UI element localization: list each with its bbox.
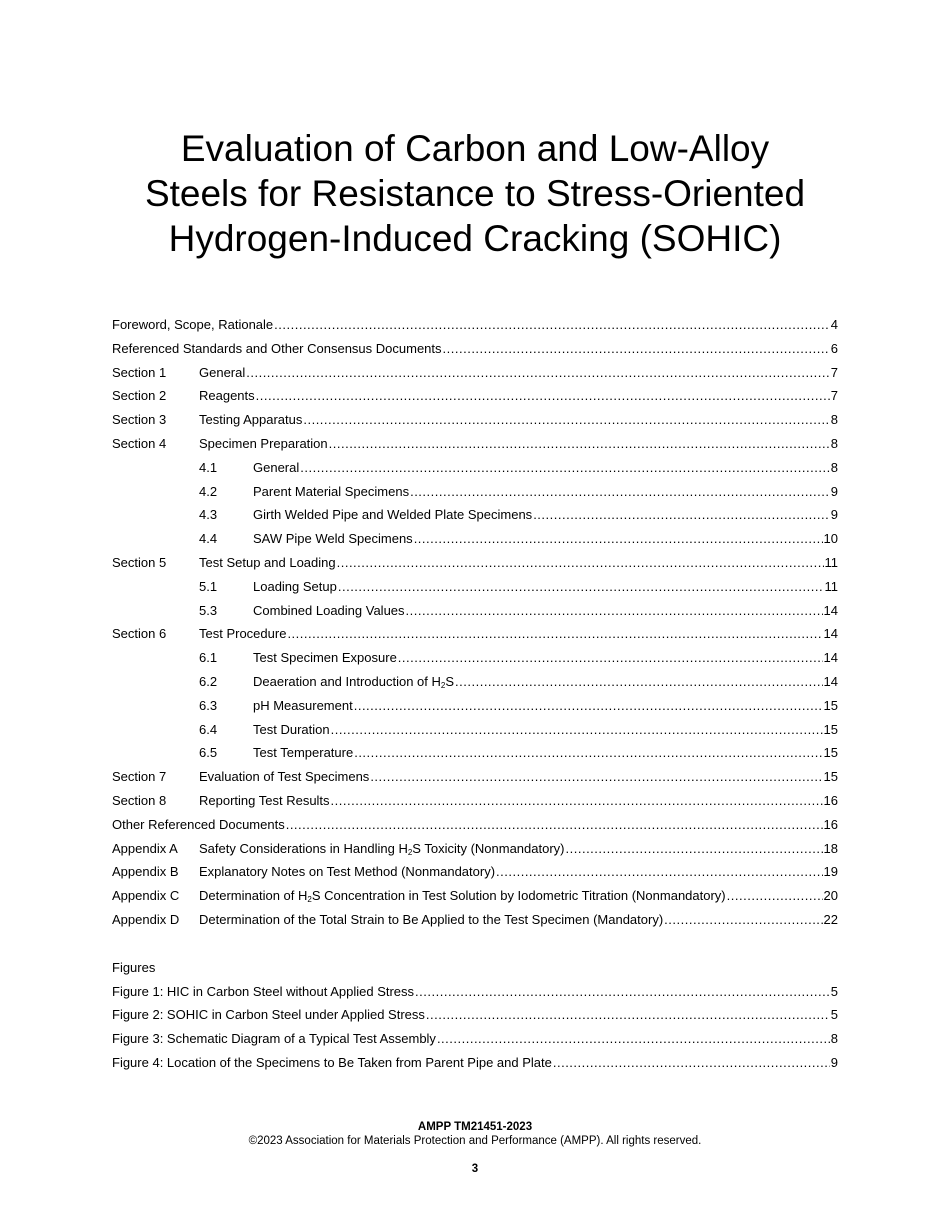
toc-section-label: Section 8 [112,792,167,808]
toc-subsection-number: 5.3 [199,602,218,618]
subscript: 2 [307,895,312,905]
toc-page-number: 5 [830,983,838,999]
toc-entry-title [253,670,454,694]
toc-section-label: Section 4 [112,435,167,451]
toc-section-label: Appendix A [112,840,178,856]
toc-subsection-number: 6.3 [199,697,218,713]
toc-entry-title: Test Setup and Loading [199,554,336,570]
toc-subsection-number: 4.2 [199,483,218,499]
toc-entry-title: Foreword, Scope, Rationale [112,317,274,332]
title-part: Deaeration and Introduction of H [253,673,441,689]
toc-entry-title: Test Temperature [253,745,354,761]
toc-subsection-number: 4.4 [199,531,218,547]
toc-entry-5-1[interactable] [112,575,838,599]
toc-entry-foreword[interactable] [112,313,838,337]
leader-dots [354,741,822,765]
toc-page-number: 14 [823,602,838,618]
title-part: S Concentration in Test Solution by Iodometric Titration (Nonmandatory) [311,888,726,904]
subscript: 2 [407,847,413,857]
toc-entry-5-3[interactable] [112,599,838,623]
toc-entry-title: Determination of the Total Strain to Be Applied to the Test Specimen (Mandatory) [199,911,664,927]
footer-page-number: 3 [471,1163,479,1175]
title-line: Evaluation of Carbon and Low-Alloy [180,128,770,169]
toc-page-number: 6 [830,340,838,356]
toc-page-number: 5 [830,1007,838,1023]
leader-dots [415,980,830,1004]
leader-dots [727,884,823,908]
toc-entry-title: Test Specimen Exposure [253,650,397,666]
leader-dots [533,503,830,527]
toc-page-number: 11 [824,554,838,570]
title-part: S Toxicity (Nonmandatory) [412,840,565,856]
toc-entry-title: Figure 2: SOHIC in Carbon Steel under Applied Stress [112,1007,425,1023]
toc-entry-title: Referenced Standards and Other Consensus Documents [112,340,442,356]
footer-copyright: ©2023 Association for Materials Protection and Performance (AMPP). All rights reserved. [248,1135,702,1147]
footer-document-id: AMPP TM21451-2023 [417,1121,533,1133]
leader-dots [354,694,823,718]
toc-page-number: 8 [830,1031,838,1047]
title-part: Safety Considerations in Handling H [199,840,408,856]
title-part: Determination of H [199,888,308,904]
toc-entry-title: General [199,364,246,380]
toc-entry-appendix-a[interactable] [112,837,838,861]
toc-page-number: 16 [823,792,838,808]
toc-page-number: 9 [830,507,838,523]
toc-page-number: 7 [830,364,838,380]
toc-entry-title: Explanatory Notes on Test Method (Nonmandatory) [199,864,496,880]
toc-entry-title: Figure 1: HIC in Carbon Steel without Applied Stress [112,983,415,999]
toc-page-number: 14 [823,650,838,666]
toc-entry-title: General [253,459,300,475]
toc-section-label: Appendix D [112,911,180,927]
toc-page-number: 20 [823,888,838,904]
toc-entry-section-6[interactable] [112,622,838,646]
toc-entry-title: Figure 3: Schematic Diagram of a Typical Test Assembly [112,1031,436,1047]
leader-dots [256,384,830,408]
leader-dots [406,599,823,623]
toc-page-number: 15 [823,745,838,761]
toc-entry-title [199,837,565,861]
toc-entry-title: Test Duration [253,721,330,737]
toc-section-label: Section 2 [112,388,167,404]
toc-entry-6-4[interactable] [112,718,838,742]
toc-entry-6-3[interactable] [112,694,838,718]
leader-dots [246,361,830,385]
toc-entry-title: Loading Setup [253,578,337,594]
toc-subsection-number: 5.1 [199,578,218,594]
toc-subsection-number: 4.3 [199,507,218,523]
toc-page-number: 18 [823,840,838,856]
leader-dots [274,313,830,337]
toc-page-number: 15 [823,697,838,713]
toc-page-number: 14 [823,673,838,689]
leader-dots [337,551,824,575]
leader-dots [331,718,823,742]
toc-entry-title: Test Procedure [199,626,287,642]
toc-entry-title: SAW Pipe Weld Specimens [253,531,413,547]
figures-heading: Figures [112,959,156,975]
toc-entry-referenced-standards[interactable] [112,337,838,361]
toc-entry-4-2[interactable] [112,480,838,504]
leader-dots [370,765,822,789]
leader-dots [338,575,824,599]
leader-dots [443,337,830,361]
toc-entry-title: Combined Loading Values [253,602,405,618]
title-part: S [445,673,455,689]
toc-entry-figure-1[interactable] [112,980,838,1004]
toc-entry-title: Reagents [199,388,255,404]
toc-subsection-number: 4.1 [199,459,218,475]
toc-entry-title: Parent Material Specimens [253,483,410,499]
toc-entry-section-8[interactable] [112,789,838,813]
toc-entry-title: Specimen Preparation [199,435,328,451]
leader-dots [303,408,829,432]
toc-entry-6-1[interactable] [112,646,838,670]
toc-page-number: 15 [823,769,838,785]
toc-entry-title: Other Referenced Documents [112,816,285,832]
toc-entry-title: Reporting Test Results [199,792,330,808]
leader-dots [664,908,822,932]
toc-entry-section-3[interactable] [112,408,838,432]
toc-page-number: 9 [830,1054,838,1070]
toc-page-number: 10 [823,531,838,547]
toc-page-number: 16 [823,816,838,832]
leader-dots [414,527,823,551]
document-title [0,126,950,261]
toc-entry-other-documents[interactable] [112,813,838,837]
toc-page-number: 19 [823,864,838,880]
toc-entry-title: Evaluation of Test Specimens [199,769,370,785]
toc-page-number: 11 [824,578,838,594]
subscript: 2 [440,680,446,690]
leader-dots [329,432,830,456]
toc-page-number: 7 [830,388,838,404]
toc-subsection-number: 6.1 [199,650,218,666]
toc-entry-6-5[interactable] [112,741,838,765]
toc-page-number: 8 [830,435,838,451]
title-line: Steels for Resistance to Stress-Oriented [144,173,806,214]
toc-section-label: Section 1 [112,364,167,380]
toc-entry-appendix-c[interactable] [112,884,838,908]
leader-dots [331,789,823,813]
leader-dots [300,456,830,480]
leader-dots [496,860,823,884]
leader-dots [553,1051,830,1075]
toc-page-number: 14 [823,626,838,642]
toc-subsection-number: 6.2 [199,673,218,689]
table-of-contents [112,313,838,1075]
toc-entry-figure-4[interactable] [112,1051,838,1075]
toc-entry-4-4[interactable] [112,527,838,551]
toc-entry-title: Testing Apparatus [199,412,303,428]
leader-dots [455,670,823,694]
toc-section-label: Section 7 [112,769,167,785]
toc-section-label: Section 5 [112,554,167,570]
toc-entry-title: pH Measurement [253,697,353,713]
toc-entry-section-5[interactable] [112,551,838,575]
toc-entry-title: Figure 4: Location of the Specimens to Be Taken from Parent Pipe and Plate [112,1054,552,1070]
leader-dots [286,813,823,837]
leader-dots [398,646,823,670]
toc-entry-appendix-d[interactable] [112,908,838,932]
toc-entry-title [199,884,726,908]
toc-entry-section-1[interactable] [112,361,838,385]
title-line: Hydrogen-Induced Cracking (SOHIC) [168,218,782,259]
toc-entry-4-3[interactable] [112,503,838,527]
toc-entry-6-2[interactable] [112,670,838,694]
toc-section-label: Appendix C [112,888,180,904]
toc-page-number: 8 [830,459,838,475]
toc-page-number: 22 [823,911,838,927]
leader-dots [426,1003,830,1027]
leader-dots [410,480,830,504]
toc-entry-appendix-b[interactable] [112,860,838,884]
toc-entry-4-1[interactable] [112,456,838,480]
leader-dots [437,1027,830,1051]
toc-page-number: 15 [823,721,838,737]
toc-subsection-number: 6.5 [199,745,218,761]
toc-section-label: Appendix B [112,864,179,880]
spacer [112,932,838,956]
toc-entry-figure-2[interactable] [112,1003,838,1027]
toc-entry-title: Girth Welded Pipe and Welded Plate Specimens [253,507,533,523]
toc-section-label: Section 6 [112,626,167,642]
toc-entry-section-4[interactable] [112,432,838,456]
toc-entry-figure-3[interactable] [112,1027,838,1051]
toc-entry-section-2[interactable] [112,384,838,408]
leader-dots [566,837,823,861]
toc-subsection-number: 6.4 [199,721,218,737]
toc-section-label: Section 3 [112,412,167,428]
toc-page-number: 8 [830,412,838,428]
leader-dots [287,622,822,646]
toc-page-number: 9 [830,483,838,499]
toc-entry-section-7[interactable] [112,765,838,789]
toc-page-number: 4 [830,317,838,332]
